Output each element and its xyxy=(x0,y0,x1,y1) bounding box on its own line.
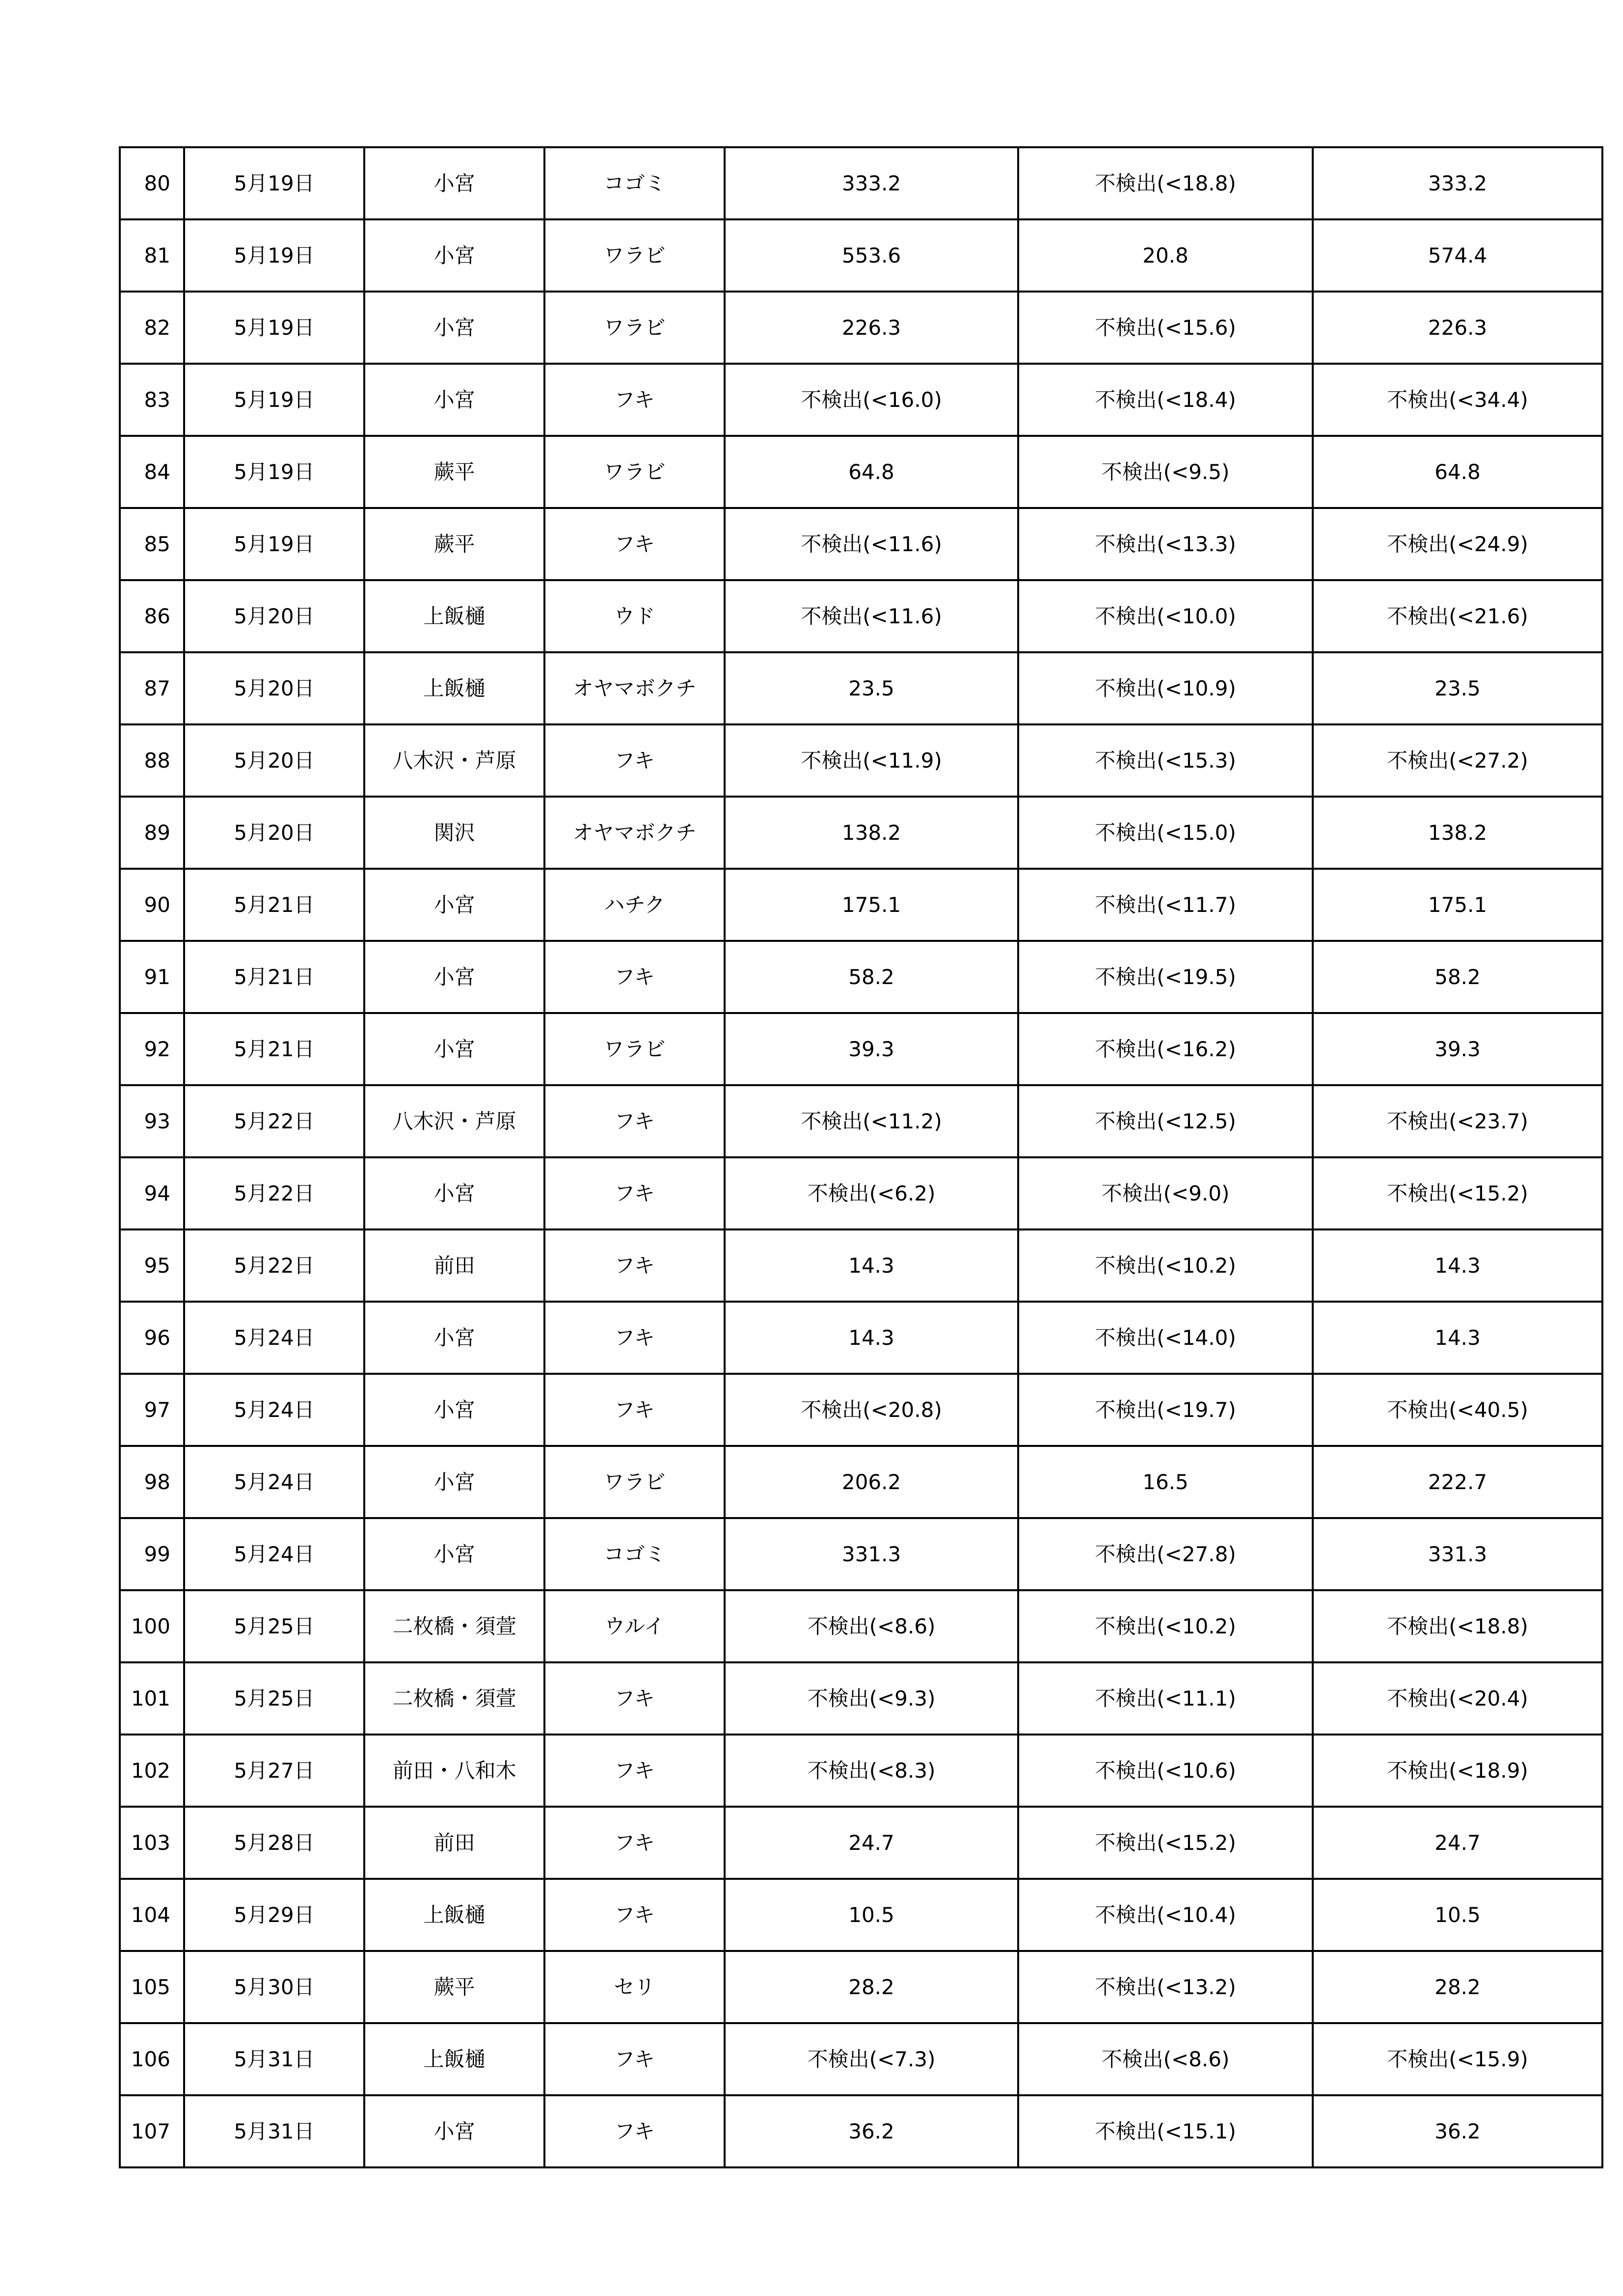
table-row xyxy=(120,1951,1602,2023)
item-cell: ワラビ xyxy=(544,1013,725,1085)
table-row xyxy=(120,1662,1602,1735)
value-2-cell: 不検出(<15.3) xyxy=(1018,724,1313,797)
table-row xyxy=(120,1735,1602,1807)
row-number-cell: 85 xyxy=(120,508,184,580)
date-cell: 5月22日 xyxy=(184,1085,364,1157)
value-2-cell: 不検出(<18.8) xyxy=(1018,147,1313,219)
location-cell: 蕨平 xyxy=(364,508,544,580)
value-2-cell: 不検出(<14.0) xyxy=(1018,1302,1313,1374)
value-1-cell: 64.8 xyxy=(725,436,1018,508)
total-cell: 不検出(<27.2) xyxy=(1313,724,1602,797)
row-number-cell: 104 xyxy=(120,1879,184,1951)
location-cell: 小宮 xyxy=(364,941,544,1013)
value-2-cell: 不検出(<8.6) xyxy=(1018,2023,1313,2095)
total-cell: 不検出(<18.9) xyxy=(1313,1735,1602,1807)
table-body xyxy=(120,147,1602,2167)
location-cell: 小宮 xyxy=(364,364,544,436)
row-number-cell: 106 xyxy=(120,2023,184,2095)
total-cell: 28.2 xyxy=(1313,1951,1602,2023)
value-2-cell: 不検出(<15.1) xyxy=(1018,2095,1313,2167)
value-2-cell: 不検出(<10.2) xyxy=(1018,1590,1313,1662)
value-2-cell: 不検出(<16.2) xyxy=(1018,1013,1313,1085)
table-row xyxy=(120,797,1602,869)
table-row xyxy=(120,1229,1602,1302)
table-row xyxy=(120,1374,1602,1446)
value-1-cell: 39.3 xyxy=(725,1013,1018,1085)
item-cell: ワラビ xyxy=(544,219,725,292)
row-number-cell: 98 xyxy=(120,1446,184,1518)
date-cell: 5月24日 xyxy=(184,1446,364,1518)
location-cell: 小宮 xyxy=(364,1302,544,1374)
value-1-cell: 不検出(<16.0) xyxy=(725,364,1018,436)
value-1-cell: 36.2 xyxy=(725,2095,1018,2167)
location-cell: 上飯樋 xyxy=(364,652,544,724)
item-cell: ウド xyxy=(544,580,725,652)
location-cell: 八木沢・芦原 xyxy=(364,1085,544,1157)
table-row xyxy=(120,724,1602,797)
location-cell: 上飯樋 xyxy=(364,1879,544,1951)
total-cell: 不検出(<24.9) xyxy=(1313,508,1602,580)
total-cell: 175.1 xyxy=(1313,869,1602,941)
table-row xyxy=(120,2095,1602,2167)
item-cell: オヤマボクチ xyxy=(544,797,725,869)
table-row xyxy=(120,1013,1602,1085)
value-2-cell: 20.8 xyxy=(1018,219,1313,292)
item-cell: フキ xyxy=(544,2095,725,2167)
row-number-cell: 89 xyxy=(120,797,184,869)
table-row xyxy=(120,364,1602,436)
total-cell: 574.4 xyxy=(1313,219,1602,292)
table-row xyxy=(120,869,1602,941)
date-cell: 5月22日 xyxy=(184,1229,364,1302)
item-cell: フキ xyxy=(544,364,725,436)
location-cell: 小宮 xyxy=(364,1013,544,1085)
table-row xyxy=(120,652,1602,724)
row-number-cell: 82 xyxy=(120,292,184,364)
item-cell: フキ xyxy=(544,724,725,797)
date-cell: 5月31日 xyxy=(184,2023,364,2095)
date-cell: 5月28日 xyxy=(184,1807,364,1879)
value-2-cell: 不検出(<15.6) xyxy=(1018,292,1313,364)
value-2-cell: 不検出(<10.2) xyxy=(1018,1229,1313,1302)
value-2-cell: 不検出(<15.0) xyxy=(1018,797,1313,869)
date-cell: 5月19日 xyxy=(184,219,364,292)
location-cell: 小宮 xyxy=(364,292,544,364)
value-2-cell: 不検出(<9.0) xyxy=(1018,1157,1313,1229)
value-1-cell: 24.7 xyxy=(725,1807,1018,1879)
row-number-cell: 83 xyxy=(120,364,184,436)
location-cell: 二枚橋・須萱 xyxy=(364,1590,544,1662)
total-cell: 14.3 xyxy=(1313,1229,1602,1302)
value-1-cell: 331.3 xyxy=(725,1518,1018,1590)
table-row xyxy=(120,1157,1602,1229)
total-cell: 不検出(<15.2) xyxy=(1313,1157,1602,1229)
value-1-cell: 206.2 xyxy=(725,1446,1018,1518)
table-row xyxy=(120,1085,1602,1157)
item-cell: フキ xyxy=(544,1157,725,1229)
value-2-cell: 不検出(<18.4) xyxy=(1018,364,1313,436)
value-1-cell: 58.2 xyxy=(725,941,1018,1013)
total-cell: 不検出(<40.5) xyxy=(1313,1374,1602,1446)
total-cell: 不検出(<34.4) xyxy=(1313,364,1602,436)
total-cell: 14.3 xyxy=(1313,1302,1602,1374)
item-cell: オヤマボクチ xyxy=(544,652,725,724)
table-row xyxy=(120,292,1602,364)
row-number-cell: 93 xyxy=(120,1085,184,1157)
total-cell: 331.3 xyxy=(1313,1518,1602,1590)
row-number-cell: 97 xyxy=(120,1374,184,1446)
table-row xyxy=(120,2023,1602,2095)
date-cell: 5月24日 xyxy=(184,1518,364,1590)
value-1-cell: 23.5 xyxy=(725,652,1018,724)
table-row xyxy=(120,941,1602,1013)
location-cell: 小宮 xyxy=(364,1446,544,1518)
item-cell: フキ xyxy=(544,1735,725,1807)
value-1-cell: 不検出(<20.8) xyxy=(725,1374,1018,1446)
item-cell: ワラビ xyxy=(544,1446,725,1518)
value-1-cell: 14.3 xyxy=(725,1302,1018,1374)
table-row xyxy=(120,508,1602,580)
table-row xyxy=(120,147,1602,219)
total-cell: 58.2 xyxy=(1313,941,1602,1013)
value-1-cell: 不検出(<8.6) xyxy=(725,1590,1018,1662)
total-cell: 333.2 xyxy=(1313,147,1602,219)
row-number-cell: 88 xyxy=(120,724,184,797)
table-row xyxy=(120,1446,1602,1518)
location-cell: 小宮 xyxy=(364,1374,544,1446)
value-2-cell: 不検出(<10.9) xyxy=(1018,652,1313,724)
value-2-cell: 不検出(<9.5) xyxy=(1018,436,1313,508)
row-number-cell: 87 xyxy=(120,652,184,724)
total-cell: 36.2 xyxy=(1313,2095,1602,2167)
date-cell: 5月25日 xyxy=(184,1590,364,1662)
value-1-cell: 不検出(<6.2) xyxy=(725,1157,1018,1229)
date-cell: 5月20日 xyxy=(184,797,364,869)
total-cell: 不検出(<18.8) xyxy=(1313,1590,1602,1662)
item-cell: ウルイ xyxy=(544,1590,725,1662)
date-cell: 5月19日 xyxy=(184,147,364,219)
value-1-cell: 28.2 xyxy=(725,1951,1018,2023)
date-cell: 5月24日 xyxy=(184,1302,364,1374)
value-2-cell: 不検出(<10.0) xyxy=(1018,580,1313,652)
row-number-cell: 95 xyxy=(120,1229,184,1302)
location-cell: 八木沢・芦原 xyxy=(364,724,544,797)
value-2-cell: 不検出(<10.6) xyxy=(1018,1735,1313,1807)
date-cell: 5月19日 xyxy=(184,364,364,436)
item-cell: フキ xyxy=(544,941,725,1013)
value-2-cell: 不検出(<11.7) xyxy=(1018,869,1313,941)
item-cell: コゴミ xyxy=(544,1518,725,1590)
total-cell: 不検出(<23.7) xyxy=(1313,1085,1602,1157)
date-cell: 5月19日 xyxy=(184,292,364,364)
location-cell: 蕨平 xyxy=(364,1951,544,2023)
date-cell: 5月21日 xyxy=(184,1013,364,1085)
value-2-cell: 不検出(<13.3) xyxy=(1018,508,1313,580)
row-number-cell: 86 xyxy=(120,580,184,652)
total-cell: 不検出(<20.4) xyxy=(1313,1662,1602,1735)
date-cell: 5月19日 xyxy=(184,508,364,580)
table-row xyxy=(120,580,1602,652)
location-cell: 小宮 xyxy=(364,1518,544,1590)
measurement-table xyxy=(119,146,1603,2168)
location-cell: 小宮 xyxy=(364,219,544,292)
total-cell: 24.7 xyxy=(1313,1807,1602,1879)
item-cell: ワラビ xyxy=(544,436,725,508)
value-2-cell: 不検出(<13.2) xyxy=(1018,1951,1313,2023)
table-row xyxy=(120,1807,1602,1879)
row-number-cell: 105 xyxy=(120,1951,184,2023)
date-cell: 5月22日 xyxy=(184,1157,364,1229)
item-cell: フキ xyxy=(544,508,725,580)
value-1-cell: 不検出(<11.2) xyxy=(725,1085,1018,1157)
value-2-cell: 不検出(<19.5) xyxy=(1018,941,1313,1013)
location-cell: 小宮 xyxy=(364,1157,544,1229)
date-cell: 5月25日 xyxy=(184,1662,364,1735)
value-2-cell: 16.5 xyxy=(1018,1446,1313,1518)
total-cell: 10.5 xyxy=(1313,1879,1602,1951)
item-cell: フキ xyxy=(544,1807,725,1879)
total-cell: 138.2 xyxy=(1313,797,1602,869)
item-cell: コゴミ xyxy=(544,147,725,219)
location-cell: 小宮 xyxy=(364,869,544,941)
date-cell: 5月24日 xyxy=(184,1374,364,1446)
value-1-cell: 不検出(<9.3) xyxy=(725,1662,1018,1735)
date-cell: 5月27日 xyxy=(184,1735,364,1807)
value-1-cell: 不検出(<7.3) xyxy=(725,2023,1018,2095)
total-cell: 64.8 xyxy=(1313,436,1602,508)
date-cell: 5月20日 xyxy=(184,652,364,724)
value-2-cell: 不検出(<11.1) xyxy=(1018,1662,1313,1735)
row-number-cell: 92 xyxy=(120,1013,184,1085)
date-cell: 5月21日 xyxy=(184,941,364,1013)
value-1-cell: 10.5 xyxy=(725,1879,1018,1951)
row-number-cell: 99 xyxy=(120,1518,184,1590)
location-cell: 前田 xyxy=(364,1807,544,1879)
value-2-cell: 不検出(<15.2) xyxy=(1018,1807,1313,1879)
row-number-cell: 84 xyxy=(120,436,184,508)
location-cell: 前田 xyxy=(364,1229,544,1302)
value-1-cell: 不検出(<11.9) xyxy=(725,724,1018,797)
value-1-cell: 不検出(<8.3) xyxy=(725,1735,1018,1807)
value-1-cell: 不検出(<11.6) xyxy=(725,580,1018,652)
total-cell: 222.7 xyxy=(1313,1446,1602,1518)
date-cell: 5月31日 xyxy=(184,2095,364,2167)
date-cell: 5月20日 xyxy=(184,580,364,652)
item-cell: フキ xyxy=(544,1302,725,1374)
total-cell: 23.5 xyxy=(1313,652,1602,724)
value-2-cell: 不検出(<10.4) xyxy=(1018,1879,1313,1951)
value-2-cell: 不検出(<12.5) xyxy=(1018,1085,1313,1157)
value-1-cell: 226.3 xyxy=(725,292,1018,364)
row-number-cell: 81 xyxy=(120,219,184,292)
item-cell: ワラビ xyxy=(544,292,725,364)
value-1-cell: 175.1 xyxy=(725,869,1018,941)
location-cell: 上飯樋 xyxy=(364,580,544,652)
location-cell: 関沢 xyxy=(364,797,544,869)
value-2-cell: 不検出(<19.7) xyxy=(1018,1374,1313,1446)
date-cell: 5月20日 xyxy=(184,724,364,797)
location-cell: 蕨平 xyxy=(364,436,544,508)
row-number-cell: 94 xyxy=(120,1157,184,1229)
date-cell: 5月30日 xyxy=(184,1951,364,2023)
row-number-cell: 107 xyxy=(120,2095,184,2167)
value-1-cell: 138.2 xyxy=(725,797,1018,869)
table-row xyxy=(120,1518,1602,1590)
total-cell: 不検出(<15.9) xyxy=(1313,2023,1602,2095)
location-cell: 小宮 xyxy=(364,2095,544,2167)
item-cell: セリ xyxy=(544,1951,725,2023)
table-row xyxy=(120,219,1602,292)
date-cell: 5月19日 xyxy=(184,436,364,508)
value-1-cell: 553.6 xyxy=(725,219,1018,292)
table-row xyxy=(120,1302,1602,1374)
table-row xyxy=(120,1879,1602,1951)
value-1-cell: 14.3 xyxy=(725,1229,1018,1302)
table-row xyxy=(120,436,1602,508)
location-cell: 小宮 xyxy=(364,147,544,219)
row-number-cell: 100 xyxy=(120,1590,184,1662)
item-cell: フキ xyxy=(544,1662,725,1735)
row-number-cell: 102 xyxy=(120,1735,184,1807)
date-cell: 5月29日 xyxy=(184,1879,364,1951)
row-number-cell: 101 xyxy=(120,1662,184,1735)
row-number-cell: 90 xyxy=(120,869,184,941)
item-cell: フキ xyxy=(544,1374,725,1446)
value-1-cell: 333.2 xyxy=(725,147,1018,219)
item-cell: ハチク xyxy=(544,869,725,941)
total-cell: 39.3 xyxy=(1313,1013,1602,1085)
row-number-cell: 96 xyxy=(120,1302,184,1374)
location-cell: 前田・八和木 xyxy=(364,1735,544,1807)
row-number-cell: 103 xyxy=(120,1807,184,1879)
item-cell: フキ xyxy=(544,1229,725,1302)
date-cell: 5月21日 xyxy=(184,869,364,941)
total-cell: 226.3 xyxy=(1313,292,1602,364)
value-2-cell: 不検出(<27.8) xyxy=(1018,1518,1313,1590)
item-cell: フキ xyxy=(544,2023,725,2095)
value-1-cell: 不検出(<11.6) xyxy=(725,508,1018,580)
location-cell: 二枚橋・須萱 xyxy=(364,1662,544,1735)
total-cell: 不検出(<21.6) xyxy=(1313,580,1602,652)
table-row xyxy=(120,1590,1602,1662)
row-number-cell: 80 xyxy=(120,147,184,219)
item-cell: フキ xyxy=(544,1879,725,1951)
row-number-cell: 91 xyxy=(120,941,184,1013)
location-cell: 上飯樋 xyxy=(364,2023,544,2095)
item-cell: フキ xyxy=(544,1085,725,1157)
